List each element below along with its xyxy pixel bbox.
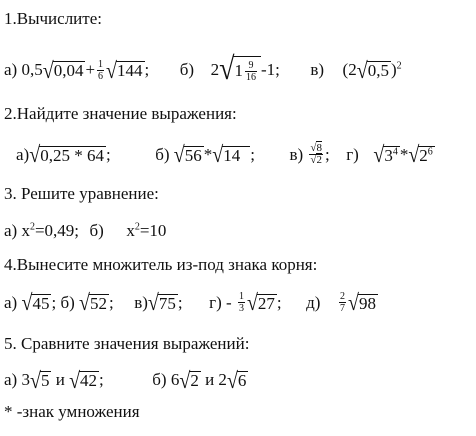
task1-a-radicand2: 144: [117, 61, 143, 81]
task1-a-sqrt1: [42, 57, 86, 84]
radical-icon: √: [179, 367, 191, 394]
task5-a-sqrt1: [29, 367, 51, 394]
task2-g-star: *: [399, 144, 409, 164]
task5-a-label: а) 3: [4, 370, 30, 390]
radical-icon: √: [310, 154, 317, 166]
fraction-denominator: [309, 155, 323, 166]
task4-g-radicand: 27: [257, 293, 275, 313]
task1-v-close: ): [390, 60, 397, 80]
task2-expressions: [16, 143, 435, 166]
task4-d-label: д): [306, 292, 321, 312]
fraction-denominator: 6: [98, 70, 104, 82]
task2-g-exp1: 4: [392, 145, 398, 157]
task3-a: [4, 221, 79, 241]
task2-b-star: *: [203, 144, 213, 164]
task2-b-sqrt2: [212, 142, 250, 168]
radical-icon: √: [246, 290, 258, 316]
task5-b-label: б) 6: [152, 370, 180, 390]
fraction-numerator: 2: [339, 291, 345, 302]
task3-a-exponent: 2: [29, 221, 35, 233]
task5-a-end: ;: [99, 370, 104, 390]
radical-icon: √: [173, 142, 185, 168]
task4-expressions: [4, 291, 378, 314]
radical-icon: √: [373, 142, 385, 168]
task2-a-sqrt: [29, 142, 106, 168]
task3-b-x: х: [126, 221, 135, 241]
task4-b-radicand: 52: [89, 293, 107, 313]
task2-v-end: ;: [324, 144, 330, 164]
radical-icon: √: [226, 367, 238, 394]
task1-b-coef: 2: [210, 60, 220, 80]
task2-g-radicand2: [418, 146, 435, 165]
radical-icon: √: [106, 57, 118, 84]
task1-a-radicand1: 0,04: [53, 61, 84, 81]
task4-g-end: ;: [276, 292, 282, 312]
task1-b-end: -1;: [260, 60, 280, 80]
radical-icon: √: [310, 142, 317, 154]
task1-a-label: а) 0,5: [4, 60, 43, 80]
task4-b-sqrt: [79, 290, 109, 316]
task1-v-exponent: 2: [396, 60, 402, 72]
task1-a-fraction: [97, 59, 104, 82]
radical-icon: √: [69, 367, 81, 394]
task1-a-plus: +: [85, 60, 96, 80]
task3-b-exponent: 2: [134, 221, 140, 233]
task2-a-end: ;: [105, 144, 111, 164]
task1-v-radicand: 0,5: [367, 61, 389, 81]
task5-a-radicand1: 5: [40, 371, 50, 391]
task5-a-radicand2: 42: [80, 371, 98, 391]
task5-expressions: [4, 367, 248, 394]
task4-title: 4.Вынесите множитель из-под знака корня:: [4, 255, 318, 274]
task5-title: 5. Сравните значения выражений:: [4, 334, 250, 353]
task1-expressions: [4, 51, 402, 88]
task2-v-fraction: [309, 143, 323, 166]
radical-icon: √: [356, 57, 368, 84]
task3-b: [126, 221, 166, 241]
task4-d-radicand: 98: [358, 293, 376, 313]
task2-g-radicand1: [383, 146, 400, 165]
fraction-denominator: 3: [238, 303, 244, 314]
task3-a-label: а) х: [4, 221, 30, 241]
fraction-numerator: 1: [98, 58, 104, 70]
task4-d-fraction: [339, 291, 346, 314]
task4-g-fraction: [238, 291, 245, 314]
task2-v-den-radicand: 2: [316, 154, 322, 166]
task2-a-label: а): [16, 144, 30, 164]
task1-v-sqrt: [356, 57, 391, 84]
task2-b-radicand1: 56: [184, 145, 202, 165]
task4-b-label: б): [60, 292, 75, 312]
footnote: * -знак умножения: [4, 402, 140, 421]
task1-a-end: ;: [144, 60, 150, 80]
task2-b-radicand2: 14: [222, 146, 250, 165]
task5-a-and: и: [55, 370, 65, 390]
task4-a-sqrt: [21, 290, 51, 316]
radical-icon: √: [408, 142, 420, 168]
task5-b-and: и 2: [205, 370, 227, 390]
radical-icon: √: [219, 51, 235, 88]
task1-b-sqrt: [219, 51, 261, 88]
task1-b-whole: 1: [234, 61, 243, 81]
task2-a-radicand: 0,25 * 64: [40, 145, 104, 165]
radical-icon: √: [42, 57, 54, 84]
task2-g-exp2: 6: [427, 145, 433, 157]
task2-b-sqrt1: [173, 142, 204, 168]
task4-v-label: в): [134, 292, 148, 312]
task2-b-end: ;: [250, 144, 255, 164]
radical-icon: √: [29, 142, 41, 168]
task1-v-close-wrap: [391, 60, 402, 80]
task1-title: 1.Вычислите:: [4, 9, 102, 28]
task3-b-rest: =10: [139, 221, 167, 241]
task3-a-rest: =0,49;: [34, 221, 80, 241]
task1-a-sqrt2: [106, 57, 144, 84]
task4-a-end: ;: [51, 292, 57, 312]
radical-icon: √: [147, 290, 159, 316]
task4-g-sqrt: [246, 290, 277, 316]
task2-v-num-radicand: 8: [316, 142, 322, 154]
task5-a-sqrt2: [69, 367, 99, 394]
task5-b-sqrt2: [226, 367, 248, 394]
task4-b-end: ;: [108, 292, 114, 312]
task1-b-label: б): [179, 60, 195, 80]
fraction-denominator: 7: [339, 303, 345, 314]
task2-g-base1: 3: [384, 145, 393, 165]
task3-title: 3. Решите уравнение:: [4, 184, 159, 203]
fraction-numerator: 9: [245, 60, 257, 72]
task4-d-sqrt: [347, 290, 378, 316]
task4-v-end: ;: [177, 292, 183, 312]
task4-a-radicand: 45: [32, 293, 50, 313]
task2-g-sqrt1: [373, 142, 399, 168]
task1-b-fraction: [245, 60, 257, 83]
task3-b-label: б): [89, 221, 104, 241]
task2-g-base2: 2: [419, 145, 428, 165]
task4-v-radicand: 75: [158, 293, 176, 313]
radical-icon: √: [29, 367, 41, 394]
task5-b-sqrt1: [179, 367, 200, 394]
task2-g-label: г): [346, 144, 359, 164]
task2-title: 2.Найдите значение выражения:: [4, 104, 237, 123]
radical-icon: √: [212, 142, 224, 168]
task2-b-label: б): [155, 144, 170, 164]
task4-v-sqrt: [147, 290, 178, 316]
task1-b-radicand: [233, 56, 261, 84]
radical-icon: √: [79, 290, 90, 316]
fraction-denominator: 16: [245, 71, 256, 83]
task3-equations: [4, 220, 166, 241]
task5-b-radicand1: 2: [190, 371, 199, 391]
task5-b-radicand2: 6: [237, 371, 247, 391]
task2-g-sqrt2: [408, 142, 434, 168]
task2-v-label: в): [289, 144, 304, 164]
task4-g-label: г) -: [209, 292, 232, 312]
task1-v-label: в): [310, 60, 325, 80]
radical-icon: √: [347, 290, 359, 316]
radical-icon: √: [21, 290, 33, 316]
task1-v-open: (2: [342, 60, 357, 80]
fraction-numerator: 1: [238, 291, 244, 302]
task4-a-label: а): [4, 292, 18, 312]
